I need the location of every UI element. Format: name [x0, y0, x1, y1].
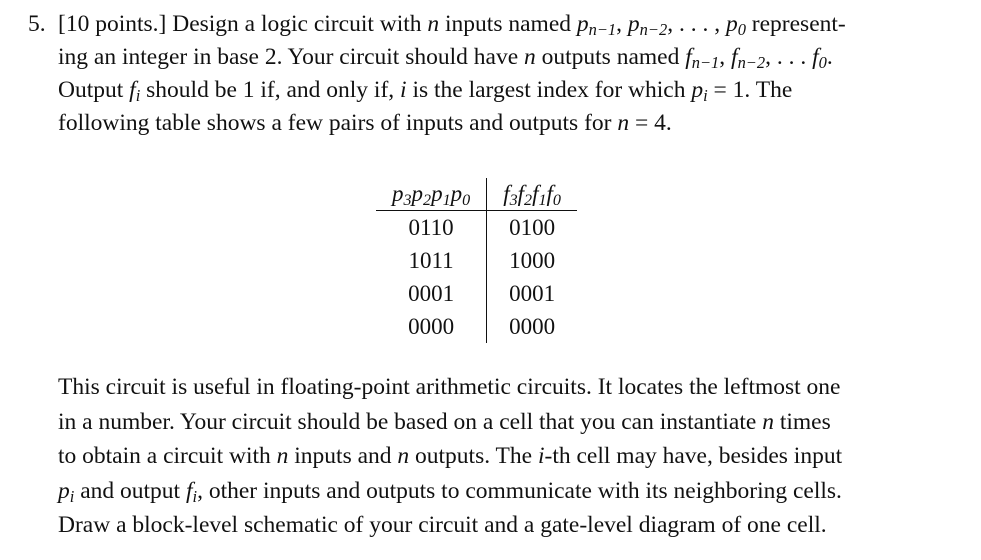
text-segment: , [719, 44, 732, 70]
problem-line-4 [28, 107, 958, 140]
io-table-header-row [376, 178, 577, 211]
math-variable: $p_{n-1}$ [576, 11, 617, 40]
math-subscript: i [703, 86, 708, 106]
io-table [376, 178, 577, 343]
output-cell: 1000 [509, 247, 556, 273]
text-segment: and output [74, 477, 186, 504]
math-variable: $f_{n-2}$ [731, 44, 766, 73]
table-row [376, 310, 577, 343]
output-cell: 0100 [509, 214, 556, 240]
output-cell: 0000 [509, 313, 556, 339]
math-variable: n [427, 11, 440, 37]
text-segment: . [826, 44, 833, 70]
text-segment: This circuit is useful in floating-point arithmetic circuits. It locates the leftmost one [58, 374, 841, 400]
math-subscript: n−2 [639, 20, 668, 40]
math-variable: n [397, 443, 410, 469]
math-variable: n [276, 443, 289, 469]
problem-number: 5. [28, 11, 46, 37]
math-variable: i [400, 77, 407, 103]
header-variable: $p_3$ [392, 181, 412, 210]
header-subscript: 0 [552, 192, 561, 210]
text-segment: -th cell may have, besides input [544, 443, 843, 469]
text-segment: should be 1 if, and only if, [140, 77, 401, 103]
input-cell: 0001 [376, 277, 487, 310]
header-variable: $p_1$ [431, 181, 451, 210]
para2-line-1 [58, 370, 968, 405]
math-variable: i [537, 443, 545, 469]
math-subscript: n−1 [691, 53, 720, 73]
table-row [376, 211, 577, 245]
text-segment: , . . . , [667, 11, 726, 37]
text-segment: , [616, 11, 628, 37]
math-variable: n [524, 44, 536, 70]
header-variable: $p_0$ [450, 181, 471, 210]
header-subscript: 0 [462, 192, 471, 210]
math-subscript: n−1 [588, 20, 617, 40]
text-segment: in a number. Your circuit should be based on a cell that you can instantiate [58, 408, 763, 435]
math-variable: n [617, 110, 630, 136]
text-segment: inputs and [288, 443, 398, 469]
header-variable: $f_0$ [546, 181, 561, 210]
problem-line-1 [28, 8, 958, 41]
header-variable: $f_1$ [532, 181, 547, 210]
math-variable: $f_0$ [812, 44, 827, 73]
header-subscript: 3 [509, 192, 518, 210]
math-variable: $f_{n-1}$ [685, 44, 720, 73]
text-segment: Output [58, 77, 130, 103]
header-subscript: 2 [423, 192, 432, 210]
table-row [376, 277, 577, 310]
para2-line-3 [58, 439, 968, 474]
input-cell: 0000 [376, 310, 487, 343]
input-cell: 1011 [376, 244, 487, 277]
table-row [376, 244, 577, 277]
text-segment: ing an integer in base 2. Your circuit should have [58, 44, 524, 70]
math-variable: $p_{n-2}$ [627, 11, 668, 40]
math-subscript: i [192, 486, 198, 506]
text-segment: to obtain a circuit with [58, 443, 277, 469]
output-cell: 0001 [509, 280, 556, 306]
text-segment: inputs named [439, 11, 577, 37]
header-subscript: 3 [403, 192, 412, 210]
text-segment: , other inputs and outputs to communicate with its neighboring cells. [197, 477, 842, 504]
math-subscript: n−2 [737, 53, 766, 73]
header-subscript: 1 [538, 192, 547, 210]
math-subscript: 0 [818, 53, 827, 73]
text-segment: [10 points.] Design a logic circuit with [58, 11, 428, 37]
header-variable: $f_2$ [517, 181, 533, 210]
header-subscript: 1 [442, 192, 451, 210]
text-segment: = 4. [629, 110, 672, 136]
text-segment: represent- [745, 11, 846, 37]
problem-line-3 [28, 74, 958, 107]
io-table-header-inputs [376, 178, 487, 211]
math-variable: $f_i$ [129, 77, 141, 106]
paragraph-2 [58, 370, 968, 543]
header-variable: $f_3$ [503, 181, 518, 210]
math-subscript: i [69, 486, 75, 506]
text-segment: following table shows a few pairs of inputs and outputs for [58, 110, 618, 136]
text-segment: is the largest index for which [406, 77, 692, 103]
math-subscript: 0 [737, 20, 746, 40]
input-cell: 0110 [376, 211, 487, 245]
math-variable: $p_i$ [58, 477, 75, 506]
text-segment: outputs named [535, 44, 686, 70]
text-segment: outputs. The [409, 443, 538, 469]
text-segment: = 1. The [707, 77, 793, 103]
math-subscript: i [135, 86, 141, 106]
math-variable: n [762, 408, 774, 435]
io-table-header-outputs [487, 178, 577, 211]
text-segment: Draw a block-level schematic of your circuit and a gate-level diagram of one cell. [58, 512, 827, 538]
para2-line-2 [58, 405, 968, 440]
problem-line-2 [28, 41, 958, 74]
para2-line-4 [58, 474, 968, 509]
text-segment: , . . . [765, 44, 813, 70]
header-variable: $p_2$ [411, 181, 432, 210]
math-variable: $f_i$ [185, 477, 198, 506]
math-variable: $p_0$ [725, 11, 746, 40]
para2-line-5 [58, 508, 968, 543]
math-variable: $p_i$ [691, 77, 708, 106]
problem-statement [28, 8, 958, 140]
header-subscript: 2 [524, 192, 533, 210]
text-segment: times [773, 408, 831, 435]
